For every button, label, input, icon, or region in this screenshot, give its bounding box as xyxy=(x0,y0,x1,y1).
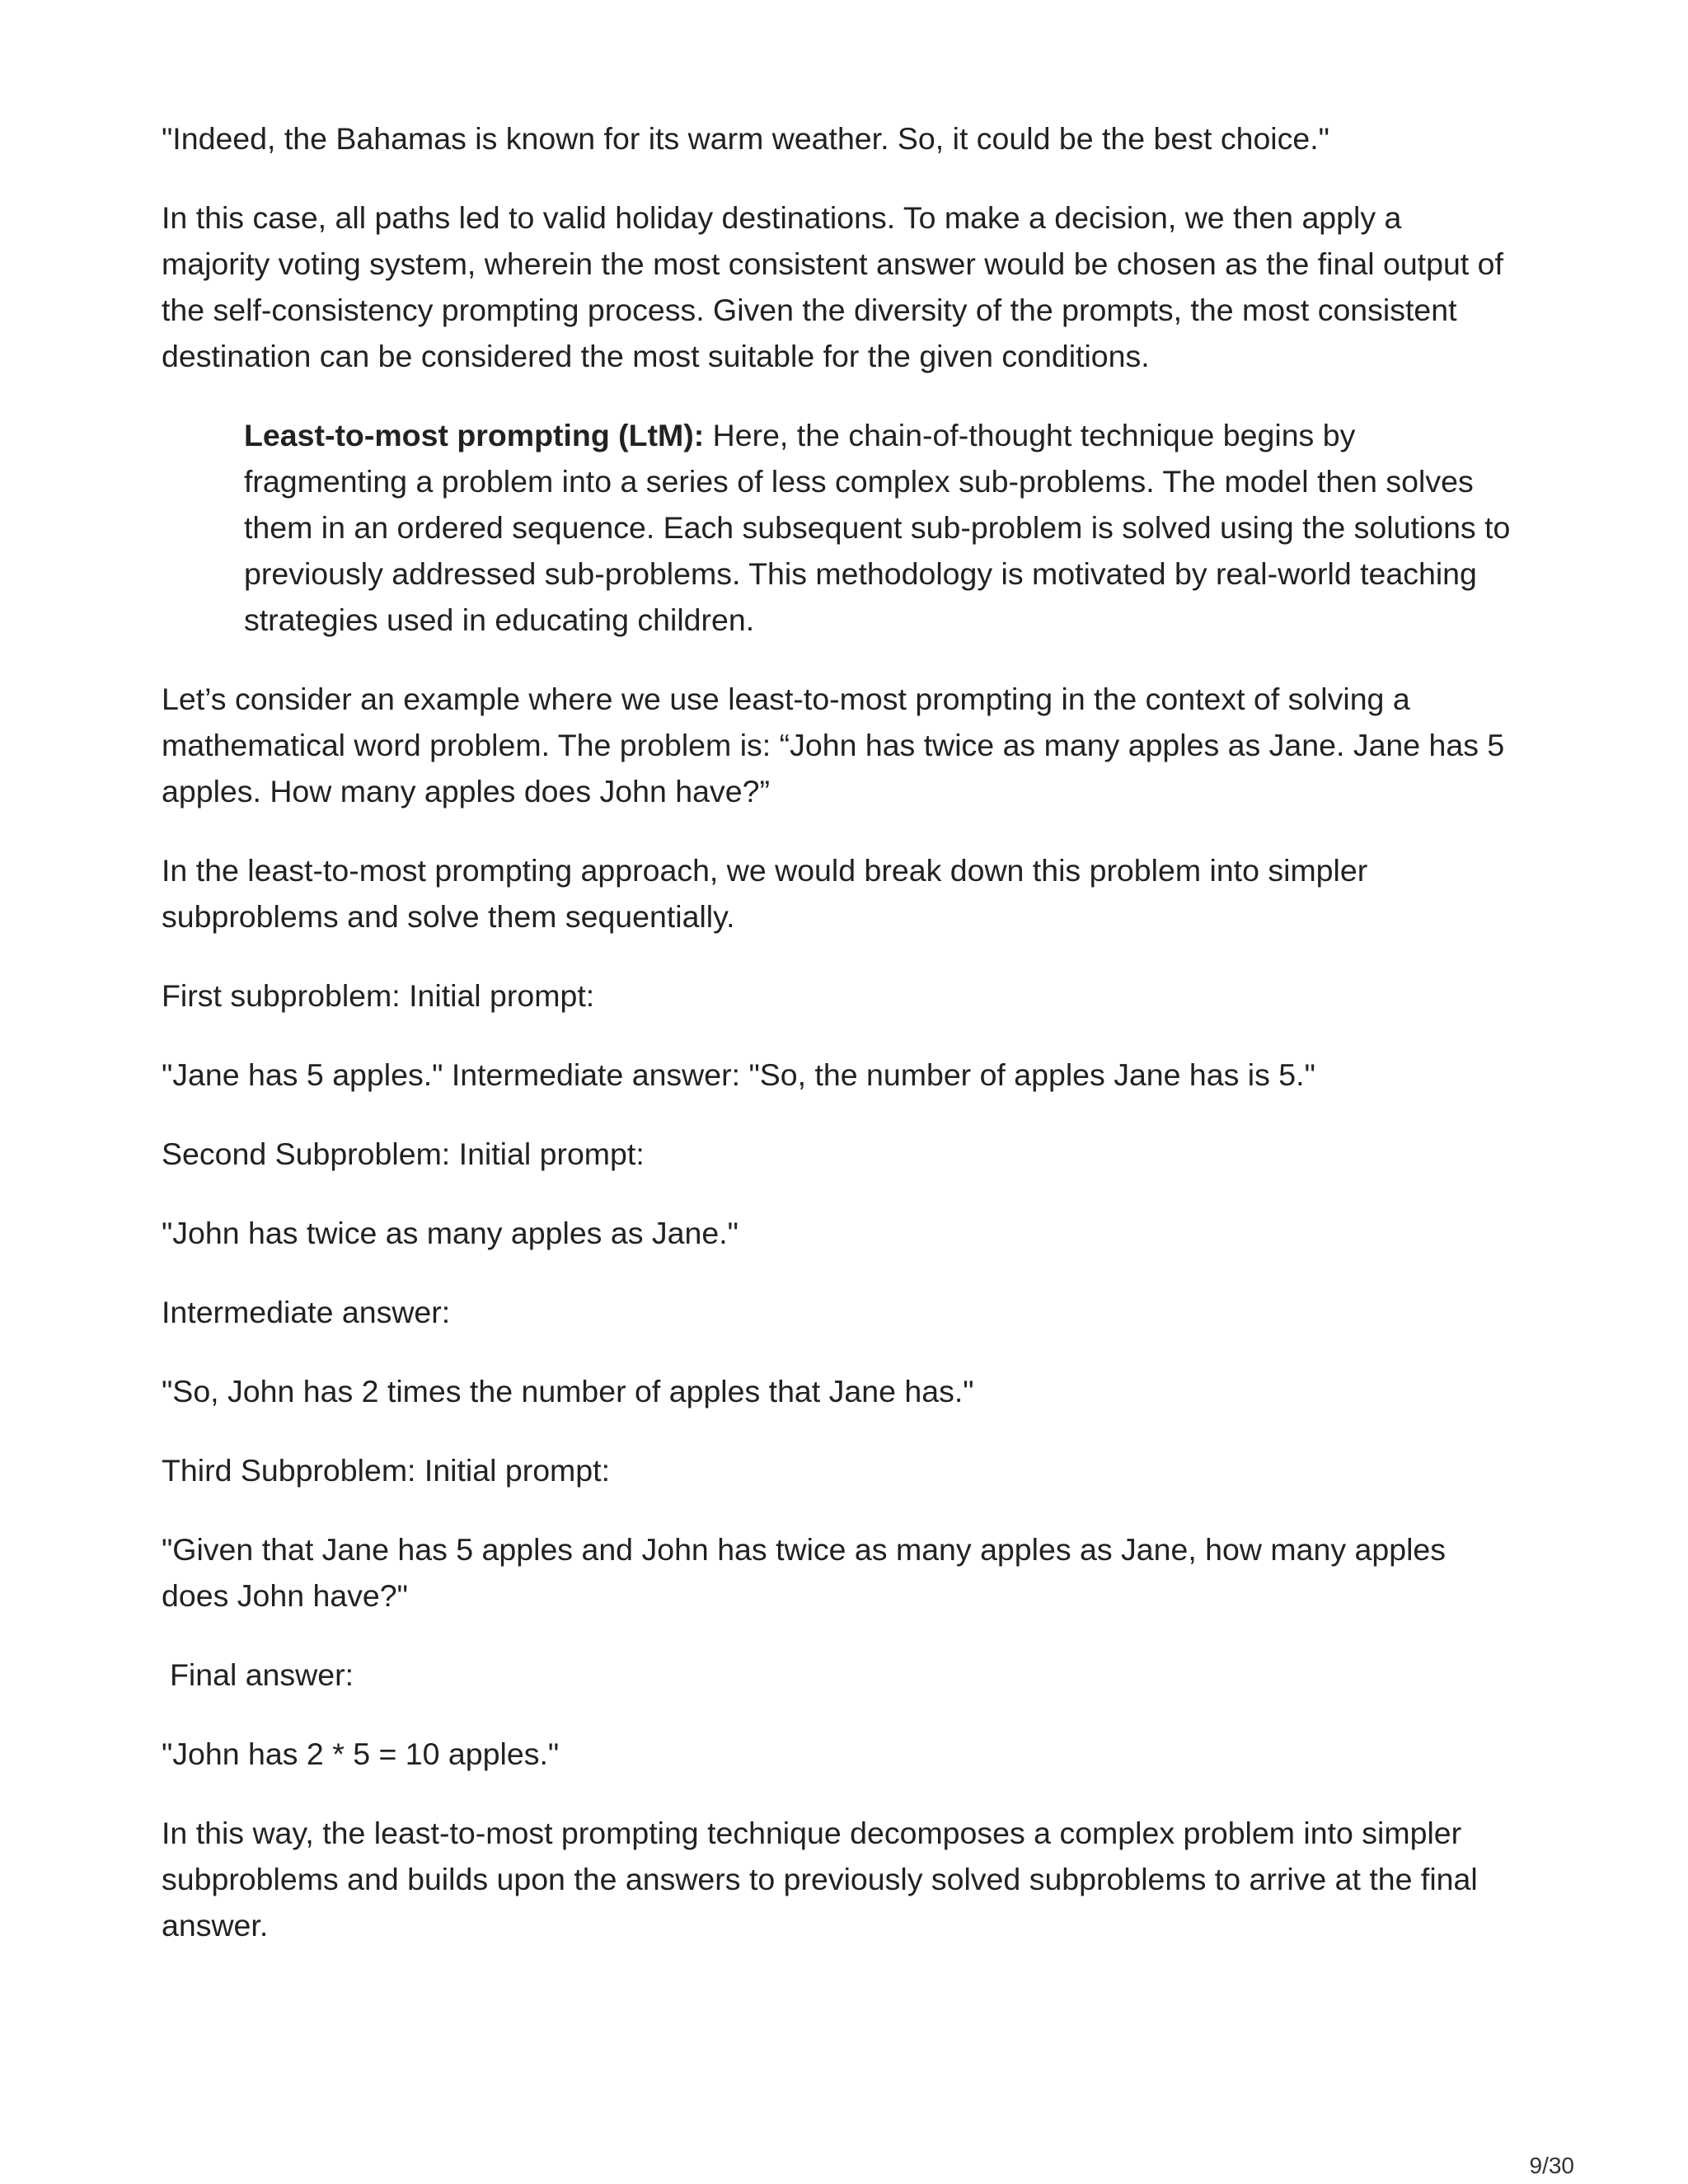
paragraph-given-question: "Given that Jane has 5 apples and John has twice as many apples as Jane, how many apples does John have?" xyxy=(162,1532,1447,1613)
document-body xyxy=(162,115,1513,1981)
paragraph-example-intro: Let’s consider an example where we use least-to-most prompting in the context of solving a mathematical word problem. The problem is: “John has twice as many apples as Jane. Jane has 5 apples. How many apples does John have?” xyxy=(162,682,1505,808)
page-number: 9/30 xyxy=(1529,2153,1574,2178)
paragraph-john-times: "So, John has 2 times the number of apples that Jane has." xyxy=(162,1374,974,1408)
paragraph-third-subproblem: Third Subproblem: Initial prompt: xyxy=(162,1453,610,1488)
paragraph-first-subproblem: First subproblem: Initial prompt: xyxy=(162,978,595,1013)
paragraph-john-twice: "John has twice as many apples as Jane." xyxy=(162,1216,738,1250)
paragraph-majority-voting: In this case, all paths led to valid holiday destinations. To make a decision, we then apply a majority voting system, wherein the most consistent answer would be chosen as the final output of the self-consistency prompting process. Given the diversity of the prompts, the most consistent destination can be considered the most suitable for the given conditions. xyxy=(162,200,1503,373)
paragraph-bahamas-quote: "Indeed, the Bahamas is known for its warm weather. So, it could be the best choice." xyxy=(162,121,1329,156)
paragraph-final-answer-label: Final answer: xyxy=(170,1657,354,1692)
paragraph-conclusion: In this way, the least-to-most prompting technique decomposes a complex problem into simpler subproblems and builds upon the answers to previously solved subproblems to arrive at the final answer. xyxy=(162,1816,1478,1943)
paragraph-intermediate-answer: Intermediate answer: xyxy=(162,1295,451,1329)
paragraph-jane-apples: "Jane has 5 apples." Intermediate answer: "So, the number of apples Jane has is 5." xyxy=(162,1057,1315,1092)
ltm-term: Least-to-most prompting (LtM): xyxy=(244,418,705,452)
paragraph-approach: In the least-to-most prompting approach, we would break down this problem into simpler subproblems and solve them sequentially. xyxy=(162,853,1368,934)
ltm-description: Here, the chain-of-thought technique begins by fragmenting a problem into a series of less complex sub-problems. The model then solves them in an ordered sequence. Each subsequent sub-problem is solved using the solutions to previously addressed sub-problems. This methodology is motivated by real-world teaching strategies used in educating children. xyxy=(244,418,1511,637)
paragraph-final-answer: "John has 2 * 5 = 10 apples." xyxy=(162,1736,560,1771)
ltm-definition-block xyxy=(244,412,1513,643)
paragraph-second-subproblem: Second Subproblem: Initial prompt: xyxy=(162,1137,645,1171)
